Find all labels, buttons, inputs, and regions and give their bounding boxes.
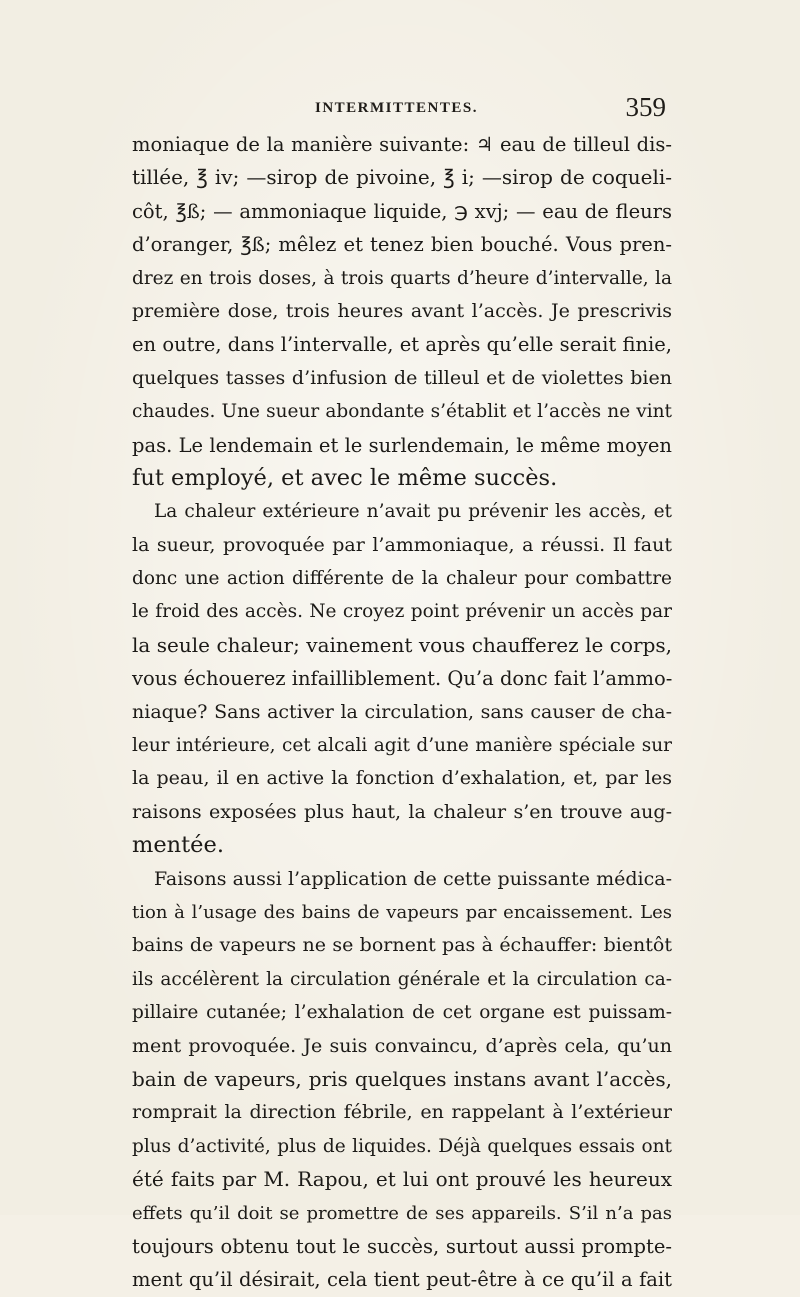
text-line: la peau, il en active la fonction d’exhalation, et, par les — [132, 767, 672, 790]
text-line: bain de vapeurs, pris quelques instans avant l’accès, — [132, 1066, 672, 1091]
body-text — [132, 128, 672, 1297]
text-line: chaudes. Une sueur abondante s’établit et l’accès ne vint — [132, 401, 672, 423]
text-line: été faits par M. Rapou, et lui ont prouvé les heureux — [132, 1167, 672, 1192]
text-line: bains de vapeurs ne se bornent pas à échauffer: bientôt — [132, 934, 672, 957]
text-line: côt, ℥ß; — ammoniaque liquide, ℈ xvj; — eau de fleurs — [132, 199, 672, 223]
text-line: tion à l’usage des bains de vapeurs par encaissement. Les — [132, 901, 672, 923]
text-line: donc une action différente de la chaleur pour combattre — [132, 568, 672, 590]
text-line: tillée, ℥ iv; —sirop de pivoine, ℥ i; —sirop de coqueli- — [132, 165, 672, 190]
text-line: pillaire cutanée; l’exhalation de cet organe est puissam- — [132, 1002, 672, 1024]
text-line: Faisons aussi l’application de cette puissante médica- — [154, 867, 672, 890]
text-line: la seule chaleur; vainement vous chaufferez le corps, — [132, 632, 672, 657]
text-line: effets qu’il doit se promettre de ses appareils. S’il n’a pas — [132, 1202, 672, 1224]
text-line: drez en trois doses, à trois quarts d’heure d’intervalle, la — [132, 267, 672, 289]
text-line: mentée. — [132, 832, 224, 859]
text-line: d’oranger, ℥ß; mêlez et tenez bien bouché. Vous pren- — [132, 233, 672, 257]
text-line: la sueur, provoquée par l’ammoniaque, a réussi. Il faut — [132, 533, 672, 556]
text-line: ils accélèrent la circulation générale et la circulation ca- — [132, 968, 672, 990]
text-line: le froid des accès. Ne croyez point prévenir un accès par — [132, 601, 672, 623]
running-title: INTERMITTENTES. — [315, 100, 478, 116]
page-number: 359 — [625, 92, 666, 122]
text-line: en outre, dans l’intervalle, et après qu’elle serait finie, — [132, 333, 672, 357]
text-line: quelques tasses d’infusion de tilleul et de violettes bien — [132, 366, 672, 389]
text-line: toujours obtenu tout le succès, surtout aussi prompte- — [132, 1234, 672, 1258]
page-header — [130, 92, 670, 126]
text-line: La chaleur extérieure n’avait pu prévenir les accès, et — [154, 501, 672, 523]
text-line: fut employé, et avec le même succès. — [132, 464, 558, 491]
text-line: raisons exposées plus haut, la chaleur s’en trouve aug- — [132, 800, 672, 823]
text-line: pas. Le lendemain et le surlendemain, le même moyen — [132, 433, 672, 457]
text-line: ment provoquée. Je suis convaincu, d’après cela, qu’un — [132, 1034, 672, 1057]
text-line: vous échouerez infailliblement. Qu’a donc fait l’ammo- — [132, 667, 673, 691]
text-line: leur intérieure, cet alcali agit d’une manière spéciale sur — [132, 735, 672, 757]
text-line: ment qu’il désirait, cela tient peut-être à ce qu’il a fait — [132, 1268, 672, 1292]
text-line: moniaque de la manière suivante: ♃ eau de tilleul dis- — [132, 133, 672, 156]
text-line: romprait la direction fébrile, en rappelant à l’extérieur — [132, 1101, 672, 1124]
text-line: plus d’activité, plus de liquides. Déjà quelques essais ont — [132, 1135, 672, 1157]
text-line: première dose, trois heures avant l’accès. Je prescrivis — [132, 299, 672, 322]
text-line: niaque? Sans activer la circulation, sans causer de cha- — [132, 700, 672, 723]
